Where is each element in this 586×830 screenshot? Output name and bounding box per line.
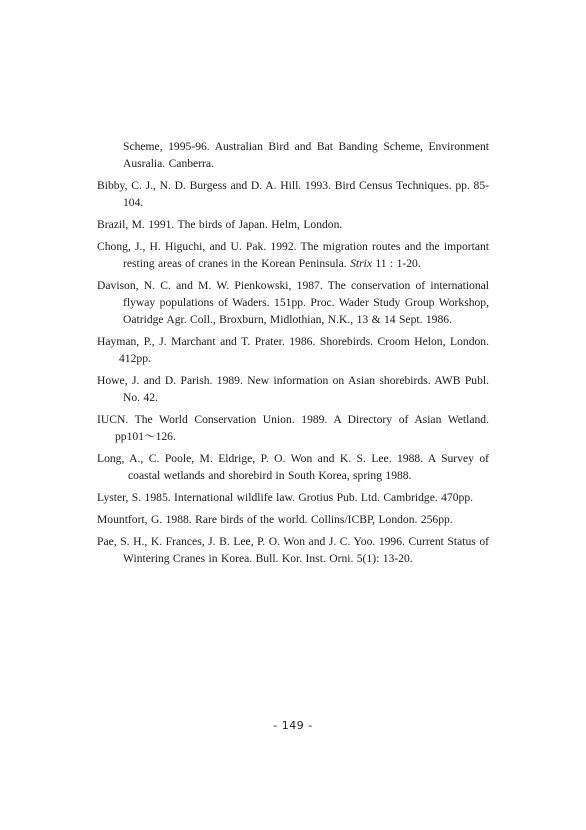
reference-text: Chong, J., H. Higuchi, and U. Pak. 1992. The migration routes and the important resting areas of cranes in the Korean Peninsula. bbox=[97, 240, 489, 270]
reference-entry-pae: Pae, S. H., K. Frances, J. B. Lee, P. O. Won and J. C. Yoo. 1996. Current Status of Wintering Cranes in Korea. Bull. Kor. Inst. Orni. 5(1): 13-20. bbox=[97, 535, 489, 565]
journal-name: Strix bbox=[350, 257, 373, 270]
reference-entry-continued: Scheme, 1995-96. Australian Bird and Bat Banding Scheme, Environment Ausralia. Canberra. bbox=[123, 140, 489, 170]
reference-entry-hayman: Hayman, P., J. Marchant and T. Prater. 1986. Shorebirds. Croom Helon, London. 412pp. bbox=[97, 335, 489, 365]
reference-entry-brazil: Brazil, M. 1991. The birds of Japan. Helm, London. bbox=[97, 218, 343, 231]
reference-entry-iucn: IUCN. The World Conservation Union. 1989. A Directory of Asian Wetland. pp101～126. bbox=[97, 413, 489, 443]
reference-entry-davison: Davison, N. C. and M. W. Pienkowski, 1987. The conservation of international flyway populations of Waders. 151pp. Proc. Wader Study Group Workshop, Oatridge Agr. Coll., Broxburn, Midlothian, N.K., 13 & 14 Sept. 1986. bbox=[97, 279, 489, 326]
reference-entry-lyster: Lyster, S. 1985. International wildlife law. Grotius Pub. Ltd. Cambridge. 470pp. bbox=[97, 491, 474, 504]
reference-entry-bibby: Bibby, C. J., N. D. Burgess and D. A. Hill. 1993. Bird Census Techniques. pp. 85-104. bbox=[97, 179, 489, 209]
reference-entry-long: Long, A., C. Poole, M. Eldrige, P. O. Won and K. S. Lee. 1988. A Survey of coastal wetlands and shorebird in South Korea, spring 1988. bbox=[97, 452, 489, 482]
reference-list bbox=[97, 138, 489, 572]
page-number: - 149 - bbox=[273, 719, 313, 732]
reference-entry-chong bbox=[97, 238, 489, 272]
reference-text: 11 : 1-20. bbox=[372, 257, 421, 270]
reference-entry-howe: Howe, J. and D. Parish. 1989. New information on Asian shorebirds. AWB Publ. No. 42. bbox=[97, 374, 489, 404]
reference-entry-mountfort: Mountfort, G. 1988. Rare birds of the world. Collins/ICBP, London. 256pp. bbox=[97, 513, 453, 526]
